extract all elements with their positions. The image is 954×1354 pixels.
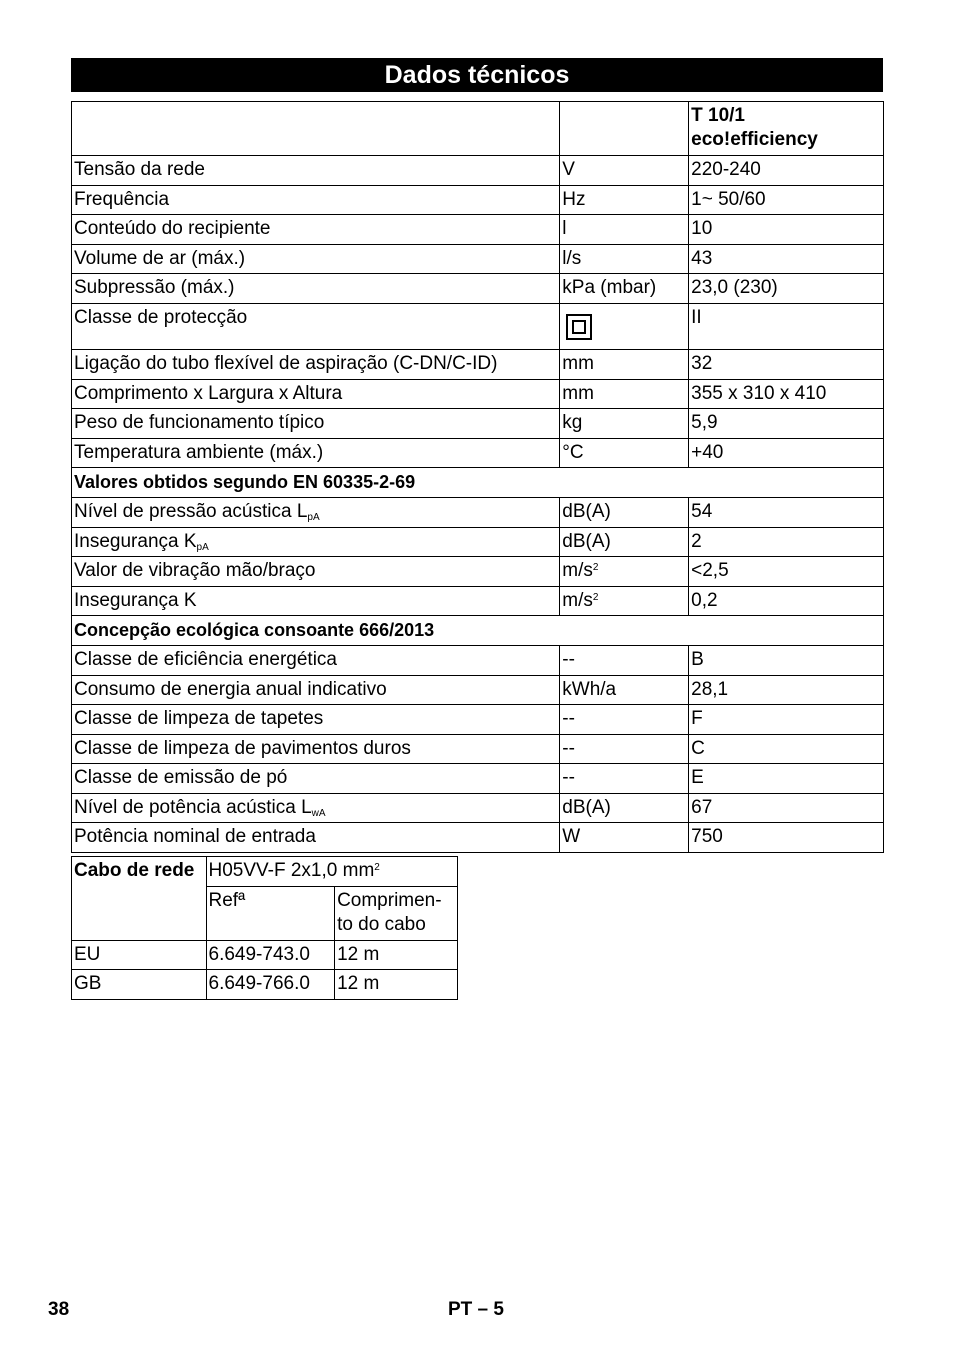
- length-header: [335, 886, 458, 940]
- spec-value: 28,1: [689, 675, 884, 705]
- spec-label: [72, 793, 560, 823]
- unit-superscript: 2: [592, 562, 599, 574]
- table-row: [72, 244, 884, 274]
- technical-data-table: [71, 101, 884, 853]
- spec-unit: mm: [560, 349, 689, 379]
- table-row: [72, 303, 884, 349]
- spec-value: 10: [689, 215, 884, 245]
- spec-label: Temperatura ambiente (máx.): [72, 438, 560, 468]
- spec-unit: dB(A): [560, 527, 689, 557]
- spec-unit: [560, 586, 689, 616]
- section-heading-en: Valores obtidos segundo EN 60335-2-69: [72, 468, 884, 498]
- table-row: [72, 379, 884, 409]
- section-header-row: [72, 468, 884, 498]
- label-subscript: pA: [196, 541, 209, 553]
- table-row: [72, 438, 884, 468]
- spec-value: B: [689, 645, 884, 675]
- spec-value: 1~ 50/60: [689, 185, 884, 215]
- cable-length: 12 m: [335, 970, 458, 1000]
- section-header-row: [72, 616, 884, 646]
- table-row: [72, 185, 884, 215]
- spec-value: E: [689, 764, 884, 794]
- spec-value: 5,9: [689, 409, 884, 439]
- table-row: [72, 705, 884, 735]
- spec-value: 2: [689, 527, 884, 557]
- table-row: [72, 156, 884, 186]
- spec-label: Tensão da rede: [72, 156, 560, 186]
- spec-label: Conteúdo do recipiente: [72, 215, 560, 245]
- cable-region: GB: [72, 970, 207, 1000]
- cable-type-superscript: 2: [374, 862, 380, 873]
- spec-unit: kPa (mbar): [560, 274, 689, 304]
- cable-label: Cabo de rede: [72, 857, 207, 941]
- spec-unit: dB(A): [560, 497, 689, 527]
- table-row: [72, 793, 884, 823]
- spec-value: 220-240: [689, 156, 884, 186]
- spec-label: Frequência: [72, 185, 560, 215]
- model-variant: eco!efficiency: [691, 129, 818, 150]
- spec-value: C: [689, 734, 884, 764]
- spec-label: [72, 527, 560, 557]
- label-subscript: pA: [307, 511, 320, 523]
- spec-label: Classe de eficiência energética: [72, 645, 560, 675]
- table-row: [72, 349, 884, 379]
- cable-region: EU: [72, 940, 207, 970]
- spec-label: Classe de emissão de pó: [72, 764, 560, 794]
- table-row: [72, 527, 884, 557]
- spec-value: 43: [689, 244, 884, 274]
- spec-unit: --: [560, 705, 689, 735]
- table-row: [72, 857, 458, 887]
- spec-unit: [560, 557, 689, 587]
- table-row: [72, 409, 884, 439]
- unit-text: m/s: [562, 560, 593, 582]
- spec-unit: dB(A): [560, 793, 689, 823]
- table-row: [72, 764, 884, 794]
- spec-label: Classe de protecção: [72, 303, 560, 349]
- spec-unit: Hz: [560, 185, 689, 215]
- spec-label: Comprimento x Largura x Altura: [72, 379, 560, 409]
- spec-value: II: [689, 303, 884, 349]
- header-empty-cell: [72, 102, 560, 156]
- header-empty-cell: [560, 102, 689, 156]
- ref-header: Refª: [206, 886, 335, 940]
- spec-unit: l: [560, 215, 689, 245]
- power-cable-table: [71, 856, 458, 1000]
- spec-value: 54: [689, 497, 884, 527]
- table-header-row: [72, 102, 884, 156]
- cable-ref: 6.649-743.0: [206, 940, 335, 970]
- spec-unit: l/s: [560, 244, 689, 274]
- table-row: [72, 734, 884, 764]
- table-row: [72, 645, 884, 675]
- spec-label: Volume de ar (máx.): [72, 244, 560, 274]
- spec-unit: kWh/a: [560, 675, 689, 705]
- label-text: Nível de pressão acústica L: [74, 500, 308, 522]
- spec-unit: --: [560, 734, 689, 764]
- spec-value: 32: [689, 349, 884, 379]
- spec-value: 0,2: [689, 586, 884, 616]
- spec-label: Insegurança K: [72, 586, 560, 616]
- table-row: [72, 557, 884, 587]
- unit-superscript: 2: [592, 591, 599, 603]
- spec-label: Potência nominal de entrada: [72, 823, 560, 853]
- spec-label: Ligação do tubo flexível de aspiração (C-DN/C-ID): [72, 349, 560, 379]
- spec-unit: [560, 303, 689, 349]
- spec-value: 23,0 (230): [689, 274, 884, 304]
- cable-type-text: H05VV-F 2x1,0 mm: [208, 860, 375, 881]
- table-row: [72, 970, 458, 1000]
- spec-unit: --: [560, 764, 689, 794]
- model-header: [689, 102, 884, 156]
- spec-value: +40: [689, 438, 884, 468]
- unit-text: m/s: [562, 589, 593, 611]
- spec-unit: mm: [560, 379, 689, 409]
- cable-length: 12 m: [335, 940, 458, 970]
- spec-value: 355 x 310 x 410: [689, 379, 884, 409]
- spec-unit: W: [560, 823, 689, 853]
- table-row: [72, 497, 884, 527]
- label-subscript: wA: [311, 807, 326, 819]
- spec-value: 750: [689, 823, 884, 853]
- table-row: [72, 274, 884, 304]
- protection-class-ii-icon: [566, 314, 592, 340]
- language-page-label: PT – 5: [448, 1299, 504, 1320]
- length-header-line: to do cabo: [337, 913, 426, 935]
- spec-value: <2,5: [689, 557, 884, 587]
- cable-ref: 6.649-766.0: [206, 970, 335, 1000]
- spec-label: Valor de vibração mão/braço: [72, 557, 560, 587]
- spec-unit: --: [560, 645, 689, 675]
- spec-label: Classe de limpeza de pavimentos duros: [72, 734, 560, 764]
- spec-unit: V: [560, 156, 689, 186]
- table-row: [72, 823, 884, 853]
- spec-label: [72, 497, 560, 527]
- cable-type: [206, 857, 458, 887]
- table-row: [72, 675, 884, 705]
- table-row: [72, 940, 458, 970]
- label-text: Insegurança K: [74, 530, 197, 552]
- section-heading-eco: Concepção ecológica consoante 666/2013: [72, 616, 884, 646]
- model-name: T 10/1: [691, 105, 745, 126]
- spec-label: Classe de limpeza de tapetes: [72, 705, 560, 735]
- page-number: 38: [48, 1299, 70, 1320]
- spec-value: 67: [689, 793, 884, 823]
- label-text: Nível de potência acústica L: [74, 796, 312, 818]
- table-row: [72, 586, 884, 616]
- length-header-line: Comprimen-: [337, 889, 442, 911]
- page-title: Dados técnicos: [71, 58, 883, 92]
- table-row: [72, 215, 884, 245]
- spec-value: F: [689, 705, 884, 735]
- spec-label: Consumo de energia anual indicativo: [72, 675, 560, 705]
- spec-label: Peso de funcionamento típico: [72, 409, 560, 439]
- spec-label: Subpressão (máx.): [72, 274, 560, 304]
- spec-unit: kg: [560, 409, 689, 439]
- spec-unit: °C: [560, 438, 689, 468]
